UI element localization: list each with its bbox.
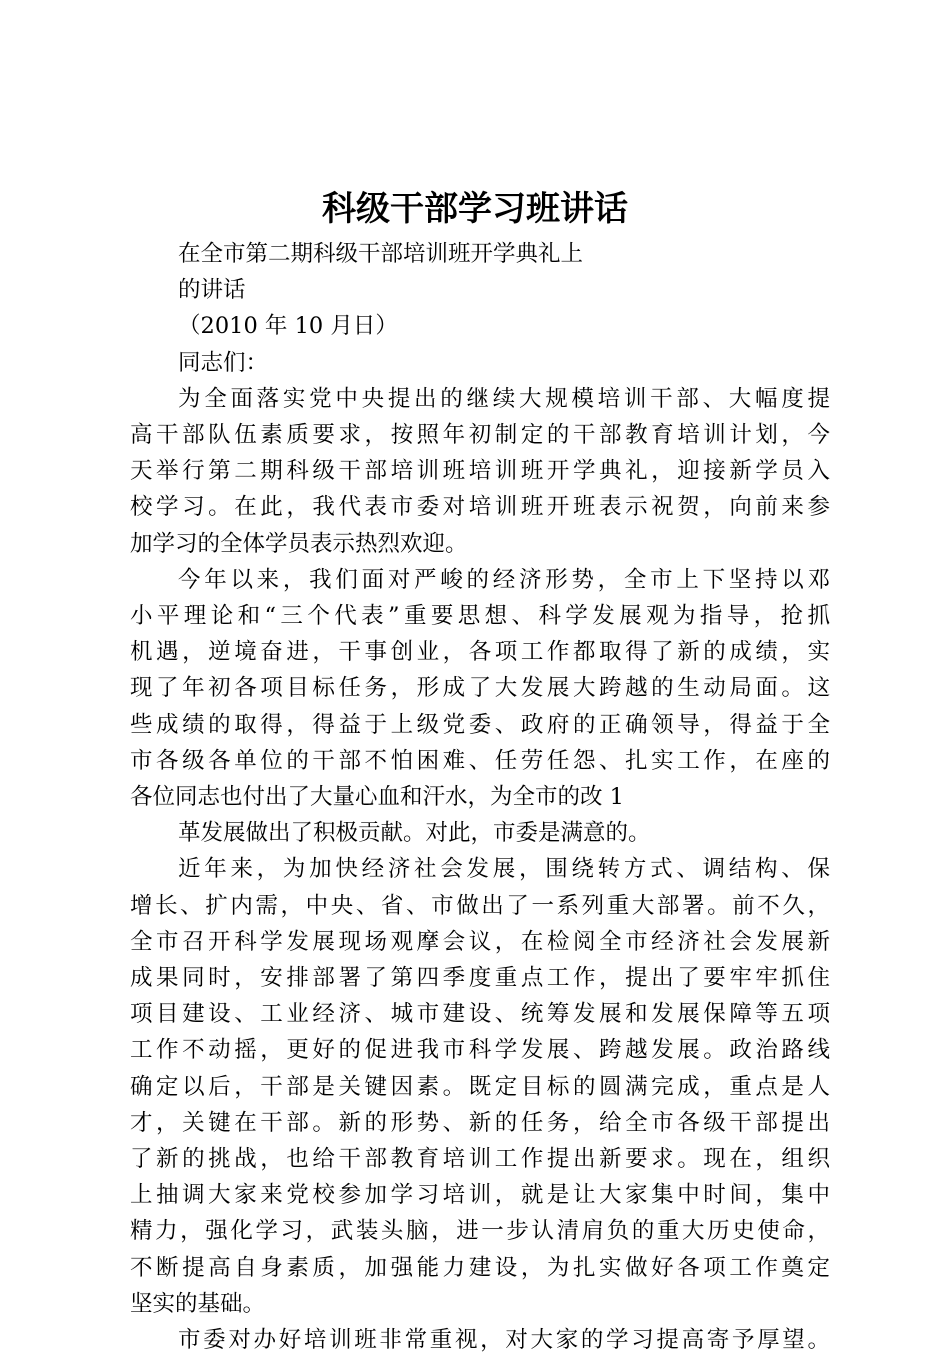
- body-line: （2010 年 10 月日）: [178, 313, 398, 340]
- body-line: 全市召开科学发展现场观摩会议，在检阅全市经济社会发展新: [130, 928, 830, 955]
- body-line: 今年以来，我们面对严峻的经济形势，全市上下坚持以邓: [178, 566, 830, 593]
- body-line: 坚实的基础。: [130, 1290, 266, 1317]
- body-line: 的讲话: [178, 277, 246, 304]
- body-line: 市各级各单位的干部不怕困难、任劳任怨、扎实工作，在座的: [130, 747, 830, 774]
- body-line: 成果同时，安排部署了第四季度重点工作，提出了要牢牢抓住: [130, 965, 830, 992]
- body-line: 在全市第二期科级干部培训班开学典礼上: [178, 241, 584, 267]
- body-line: 小平理论和“三个代表”重要思想、科学发展观为指导，抢抓: [130, 603, 830, 630]
- body-line: 同志们：: [178, 349, 269, 376]
- body-line: 精力，强化学习，武装头脑，进一步认清肩负的重大历史使命，: [130, 1218, 830, 1245]
- body-line: 机遇，逆境奋进，干事创业，各项工作都取得了新的成绩，实: [130, 639, 830, 666]
- body-line: 革发展做出了积极贡献。对此，市委是满意的。: [178, 820, 651, 847]
- body-line: 确定以后，干部是关键因素。既定目标的圆满完成，重点是人: [130, 1073, 830, 1100]
- body-line: 为全面落实党中央提出的继续大规模培训干部、大幅度提: [178, 385, 830, 412]
- body-line: 高干部队伍素质要求，按照年初制定的干部教育培训计划，今: [130, 422, 830, 449]
- body-line: 天举行第二期科级干部培训班培训班开学典礼，迎接新学员入: [130, 458, 830, 485]
- body-line: 了新的挑战，也给干部教育培训工作提出新要求。现在，组织: [130, 1146, 830, 1173]
- body-line: 近年来，为加快经济社会发展，围绕转方式、调结构、保: [178, 856, 830, 883]
- body-line: 项目建设、工业经济、城市建设、统筹发展和发展保障等五项: [130, 1001, 830, 1028]
- body-line: 市委对办好培训班非常重视，对大家的学习提高寄予厚望。: [178, 1327, 830, 1354]
- body-line: 现了年初各项目标任务，形成了大发展大跨越的生动局面。这: [130, 675, 830, 702]
- document-title: 科级干部学习班讲话: [322, 189, 628, 229]
- body-line: 校学习。在此，我代表市委对培训班开班表示祝贺，向前来参: [130, 494, 830, 521]
- body-line: 才，关键在干部。新的形势、新的任务，给全市各级干部提出: [130, 1109, 830, 1136]
- body-line: 各位同志也付出了大量心血和汗水，为全市的改 1: [130, 784, 624, 811]
- body-line: 些成绩的取得，得益于上级党委、政府的正确领导，得益于全: [130, 711, 830, 738]
- body-line: 增长、扩内需，中央、省、市做出了一系列重大部署。前不久，: [130, 892, 830, 919]
- body-line: 工作不动摇，更好的促进我市科学发展、跨越发展。政治路线: [130, 1037, 830, 1064]
- body-line: 加学习的全体学员表示热烈欢迎。: [130, 530, 468, 557]
- body-line: 不断提高自身素质，加强能力建设，为扎实做好各项工作奠定: [130, 1254, 830, 1281]
- body-line: 上抽调大家来党校参加学习培训，就是让大家集中时间，集中: [130, 1182, 830, 1209]
- document-body: [130, 236, 830, 1358]
